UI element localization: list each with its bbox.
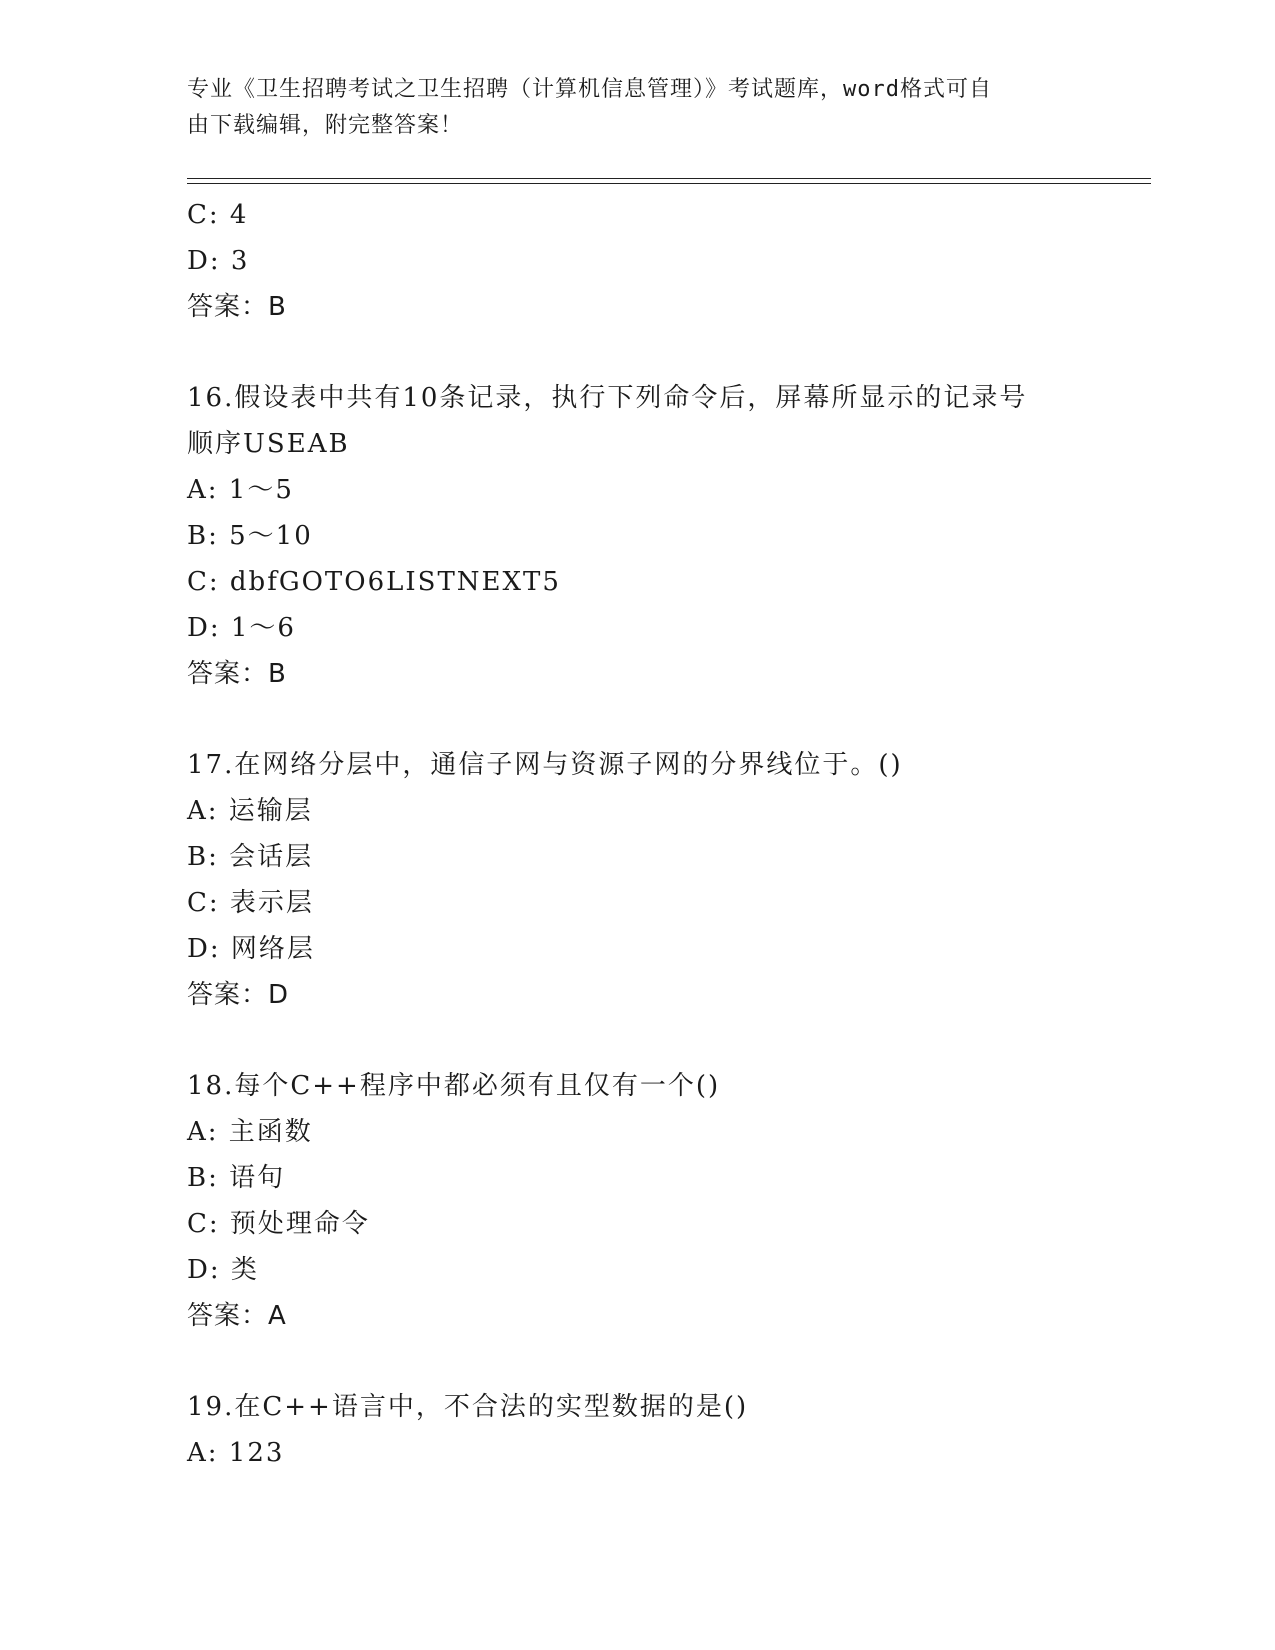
question-stem: 17.在网络分层中，通信子网与资源子网的分界线位于。() xyxy=(187,750,903,780)
document-header xyxy=(187,72,1087,144)
option-c: C: 4 xyxy=(187,200,249,230)
answer: 答案：A xyxy=(187,1301,287,1331)
question-stem: 19.在C++语言中，不合法的实型数据的是() xyxy=(187,1392,749,1422)
option-b: B: 5～10 xyxy=(187,521,313,551)
option-d: D: 1～6 xyxy=(187,613,296,643)
header-line-1: 专业《卫生招聘考试之卫生招聘（计算机信息管理）》考试题库，word格式可自 xyxy=(187,77,992,102)
answer: 答案：B xyxy=(187,292,287,322)
header-divider-bottom xyxy=(187,183,1151,184)
question-stem: 18.每个C++程序中都必须有且仅有一个() xyxy=(187,1071,721,1101)
option-d: D: 网络层 xyxy=(187,934,315,964)
option-b: B: 语句 xyxy=(187,1163,286,1193)
option-a: A: 运输层 xyxy=(187,796,313,826)
question-16 xyxy=(187,375,1147,697)
header-line-2: 由下载编辑，附完整答案！ xyxy=(187,113,464,138)
option-c: C: 表示层 xyxy=(187,888,314,918)
option-c: C: 预处理命令 xyxy=(187,1209,370,1239)
question-stem: 16.假设表中共有10条记录，执行下列命令后，屏幕所显示的记录号 xyxy=(187,383,1028,413)
question-19 xyxy=(187,1384,1147,1476)
question-15-continued xyxy=(187,192,1147,330)
answer: 答案：D xyxy=(187,980,290,1010)
option-d: D: 3 xyxy=(187,246,250,276)
answer: 答案：B xyxy=(187,659,287,689)
option-a: A: 1～5 xyxy=(187,475,294,505)
option-b: B: 会话层 xyxy=(187,842,314,872)
question-stem: 顺序USEAB xyxy=(187,429,350,459)
option-a: A: 主函数 xyxy=(187,1117,313,1147)
option-c: C: dbfGOTO6LISTNEXT5 xyxy=(187,567,561,597)
question-18 xyxy=(187,1063,1147,1339)
question-17 xyxy=(187,742,1147,1018)
header-divider-top xyxy=(187,178,1151,179)
option-d: D: 类 xyxy=(187,1255,259,1285)
option-a: A: 123 xyxy=(187,1438,285,1468)
question-list xyxy=(187,192,1147,1476)
